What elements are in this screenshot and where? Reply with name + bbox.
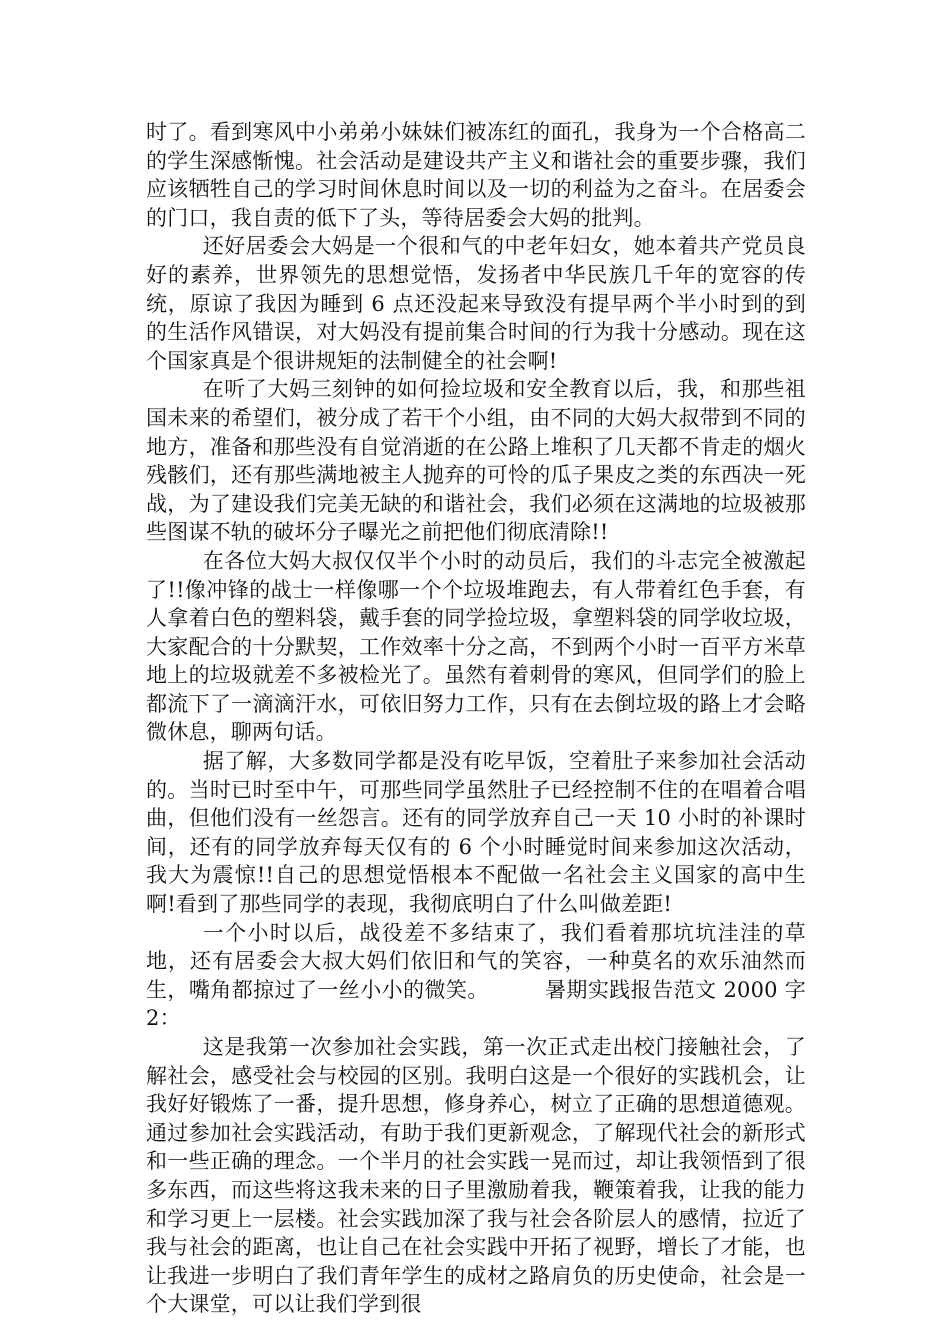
section-heading: 暑期实践报告范文 2000 字 2： [146, 977, 807, 1031]
paragraph-6-text: 一个小时以后，战役差不多结束了，我们看着那坑坑洼洼的草地，还有居委会大叔大妈们依旧和气的笑容，一种莫名的欢乐油然而生，嘴角都掠过了一丝小小的微笑。 [146, 920, 806, 1002]
paragraph-1: 时了。看到寒风中小弟弟小妹妹们被冻红的面孔，我身为一个合格高二的学生深感惭愧。社会活动是建设共产主义和谐社会的重要步骤，我们应该牺牲自己的学习时间休息时间以及一切的利益为之奋斗。在居委会的门口，我自责的低下了头，等待居委会大妈的批判。 [146, 120, 806, 230]
paragraph-6 [146, 919, 806, 1033]
paragraph-5: 据了解，大多数同学都是没有吃早饭，空着肚子来参加社会活动的。当时已时至中午，可那些同学虽然肚子已经控制不住的在唱着合唱曲，但他们没有一丝怨言。还有的同学放弃自己一天 10 小时的补课时间，还有的同学放弃每天仅有的 6 个小时睡觉时间来参加这次活动，我大为震惊!!自己的思想觉悟根本不配做一名社会主义国家的高中生啊!看到了那些同学的表现，我彻底明白了什么叫做差距! [146, 749, 806, 917]
paragraph-4: 在各位大妈大叔仅仅半个小时的动员后，我们的斗志完全被激起了!!像冲锋的战士一样像哪一个个垃圾堆跑去，有人带着红色手套，有人拿着白色的塑料袋，戴手套的同学捡垃圾，拿塑料袋的同学收垃圾，大家配合的十分默契，工作效率十分之高，不到两个小时一百平方米草地上的垃圾就差不多被检光了。虽然有着刺骨的寒风，但同学们的脸上都流下了一滴滴汗水，可依旧努力工作，只有在去倒垃圾的路上才会略微休息，聊两句话。 [146, 548, 806, 745]
document-page [146, 118, 806, 1319]
paragraph-2: 还好居委会大妈是一个很和气的中老年妇女，她本着共产党员良好的素养，世界领先的思想觉悟，发扬者中华民族几千年的宽容的传统，原谅了我因为睡到 6 点还没起来导致没有提早两个半小时到的到的生活作风错误，对大妈没有提前集合时间的行为我十分感动。现在这个国家真是个很讲规矩的法制健全的社会啊! [146, 234, 806, 373]
paragraph-7: 这是我第一次参加社会实践，第一次正式走出校门接触社会，了解社会，感受社会与校园的区别。我明白这是一个很好的实践机会，让我好好锻炼了一番，提升思想，修身养心，树立了正确的思想道德观。通过参加社会实践活动，有助于我们更新观念，了解现代社会的新形式和一些正确的理念。一个半月的社会实践一晃而过，却让我领悟到了很多东西，而这些将这我未来的日子里激励着我，鞭策着我，让我的能力和学习更上一层楼。社会实践加深了我与社会各阶层人的感情，拉近了我与社会的距离，也让自己在社会实践中开拓了视野，增长了才能，也让我进一步明白了我们青年学生的成材之路肩负的历史使命，社会是一个大课堂，可以让我们学到很 [146, 1035, 806, 1317]
paragraph-3: 在听了大妈三刻钟的如何捡垃圾和安全教育以后，我，和那些祖国未来的希望们，被分成了若干个小组，由不同的大妈大叔带到不同的地方，准备和那些没有自觉消逝的在公路上堆积了几天都不肯走的烟火残骸们，还有那些满地被主人抛弃的可怜的瓜子果皮之类的东西决一死战，为了建设我们完美无缺的和谐社会，我们必须在这满地的垃圾被那些图谋不轨的破坏分子曝光之前把他们彻底清除!! [146, 377, 806, 545]
